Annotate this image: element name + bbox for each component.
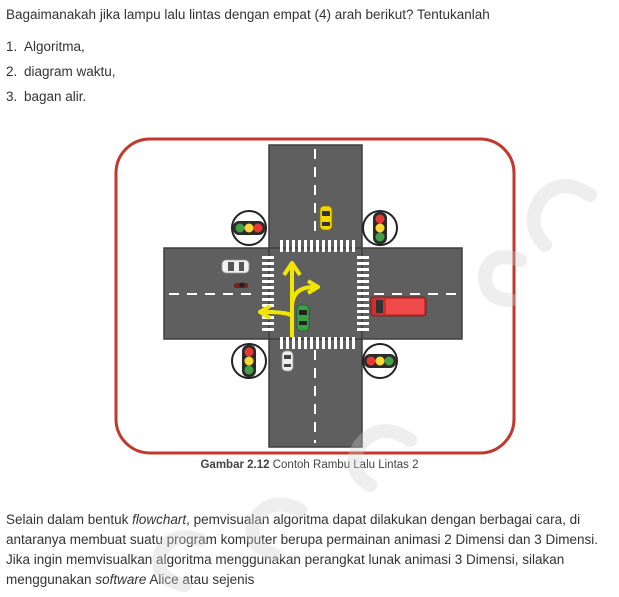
zebra-stripe — [262, 280, 274, 283]
zebra-stripe — [357, 280, 369, 283]
zebra-stripe — [298, 240, 301, 252]
list-item: 2. diagram waktu, — [6, 64, 116, 79]
yellow-car — [320, 206, 332, 230]
list-item: 1. Algoritma, — [6, 39, 85, 54]
zebra-stripe — [280, 337, 283, 349]
body-paragraph: Selain dalam bentuk flowchart, pemvisualan algoritma dapat dilakukan dengan berbagai cara, di antaranya membuat suatu program komputer berupa permainan animasi 2 Dimensi dan 3 Dimensi. Jika ingin memvisualkan algoritma menggunakan perangkat lunak animasi 3 Dimensi, silakan menggunakan software Alice atau sejenis — [6, 512, 599, 587]
zebra-stripe — [352, 337, 355, 349]
figure-caption: Gambar 2.12 Contoh Rambu Lalu Lintas 2 — [200, 459, 419, 471]
zebra-stripe — [357, 268, 369, 271]
zebra-stripe — [292, 240, 295, 252]
zebra-stripe — [292, 337, 295, 349]
zebra-stripe — [357, 304, 369, 307]
steps-list — [6, 38, 116, 113]
zebra-stripe — [262, 322, 274, 325]
question-text: Bagaimanakah jika lampu lalu lintas dengan empat (4) arah berikut? Tentukanlah — [6, 7, 490, 22]
green-car — [297, 305, 309, 331]
zebra-stripe — [316, 337, 319, 349]
zebra-stripe — [357, 310, 369, 313]
zebra-stripe — [280, 240, 283, 252]
zebra-stripe — [286, 337, 289, 349]
small-white-car — [282, 351, 293, 371]
zebra-stripe — [286, 240, 289, 252]
zebra-stripe — [322, 337, 325, 349]
zebra-stripe — [262, 292, 274, 295]
zebra-stripe — [262, 262, 274, 265]
zebra-stripe — [357, 256, 369, 259]
zebra-stripe — [328, 240, 331, 252]
traffic-light-bottom-left — [232, 344, 266, 378]
zebra-stripe — [262, 256, 274, 259]
zebra-stripe — [346, 240, 349, 252]
zebra-stripe — [316, 240, 319, 252]
white-car — [222, 260, 249, 273]
zebra-stripe — [262, 298, 274, 301]
zebra-stripe — [304, 240, 307, 252]
zebra-stripe — [298, 337, 301, 349]
zebra-stripe — [304, 337, 307, 349]
traffic-light-top-right — [363, 211, 397, 245]
zebra-stripe — [357, 286, 369, 289]
zebra-stripe — [346, 337, 349, 349]
traffic-light-top-left — [232, 211, 266, 245]
zebra-stripe — [334, 240, 337, 252]
zebra-stripe — [357, 292, 369, 295]
zebra-stripe — [357, 298, 369, 301]
zebra-stripe — [357, 262, 369, 265]
zebra-stripe — [357, 316, 369, 319]
zebra-stripe — [262, 274, 274, 277]
zebra-stripe — [310, 240, 313, 252]
intersection-illustration — [114, 137, 516, 455]
zebra-stripe — [328, 337, 331, 349]
zebra-stripe — [322, 240, 325, 252]
zebra-stripe — [357, 328, 369, 331]
zebra-stripe — [340, 240, 343, 252]
zebra-stripe — [310, 337, 313, 349]
zebra-stripe — [262, 268, 274, 271]
zebra-stripe — [357, 274, 369, 277]
traffic-light-bottom-right — [363, 344, 397, 378]
zebra-stripe — [262, 328, 274, 331]
list-item: 3. bagan alir. — [6, 89, 87, 104]
red-truck — [371, 297, 426, 316]
zebra-stripe — [262, 286, 274, 289]
motorbike — [234, 283, 248, 289]
zebra-stripe — [334, 337, 337, 349]
zebra-stripe — [357, 322, 369, 325]
zebra-stripe — [340, 337, 343, 349]
zebra-stripe — [352, 240, 355, 252]
